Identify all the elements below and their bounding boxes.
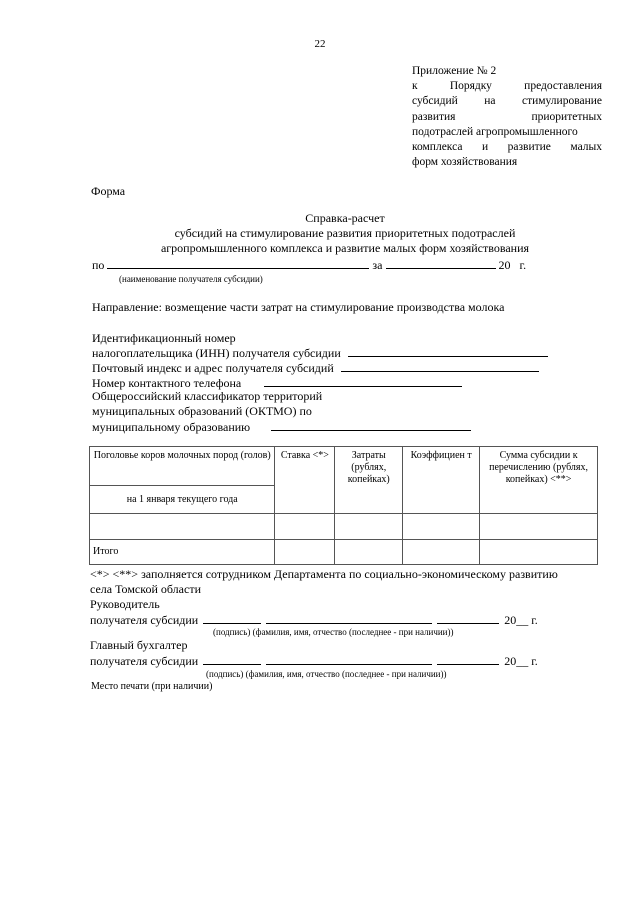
appendix-title: Приложение № 2 <box>412 65 497 77</box>
accountant-sign-hint: (подпись) (фамилия, имя, отчество (последнее - при наличии)) <box>206 669 447 679</box>
table-cell[interactable] <box>335 514 403 540</box>
appendix-line: субсидий на стимулирование <box>412 95 602 108</box>
table-cell[interactable] <box>275 514 335 540</box>
appendix-block <box>412 64 602 170</box>
footnote-line1: <*> <**> заполняется сотрудником Департамента по социально-экономическому развитию <box>90 567 558 581</box>
appendix-line: развития приоритетных <box>412 110 602 123</box>
inn-field[interactable] <box>348 345 548 357</box>
year-suffix: г. <box>519 258 527 272</box>
doc-subtitle-line1: субсидий на стимулирование развития приоритетных подотраслей <box>174 226 516 240</box>
year-label: 20 <box>498 258 511 272</box>
calculation-table <box>89 446 598 565</box>
oktmo-label-line2: муниципальных образований (ОКТМО) по <box>92 404 312 418</box>
table-total-label: Итого <box>90 540 275 565</box>
inn-row <box>92 345 548 361</box>
oktmo-label-line3: муниципальному образованию <box>92 420 251 434</box>
table-header-cell: на 1 января текущего года <box>90 486 275 514</box>
head-title: Руководитель <box>90 597 160 611</box>
head-name-field[interactable] <box>266 612 432 624</box>
table-row <box>90 514 598 540</box>
oktmo-row <box>92 419 471 435</box>
inn-label-line2: налогоплательщика (ИНН) получателя субсидии <box>92 346 341 360</box>
appendix-line: комплекса и развитие малых <box>412 141 602 154</box>
table-header-cell: Коэффициен т <box>403 447 480 514</box>
recipient-name-field[interactable] <box>107 257 369 269</box>
accountant-sign-row <box>90 653 538 669</box>
doc-subtitle-line2: агропромышленного комплекса и развитие малых форм хозяйствования <box>160 241 530 255</box>
table-cell[interactable] <box>403 540 480 565</box>
form-label: Форма <box>91 184 126 198</box>
accountant-date-field[interactable] <box>437 653 499 665</box>
period-field[interactable] <box>386 257 496 269</box>
appendix-line: к Порядку предоставления <box>412 80 602 93</box>
accountant-sign-label: получателя субсидии <box>90 654 199 668</box>
phone-label: Номер контактного телефона <box>92 376 242 390</box>
recipient-za-label: за <box>372 258 383 272</box>
page-number: 22 <box>314 38 326 50</box>
oktmo-label-line1: Общероссийский классификатор территорий <box>92 389 323 403</box>
recipient-hint: (наименование получателя субсидии) <box>119 274 263 284</box>
table-cell[interactable] <box>480 540 598 565</box>
table-cell[interactable] <box>403 514 480 540</box>
postal-row <box>92 360 539 376</box>
table-header-cell: Поголовье коров молочных пород (голов) <box>90 447 275 486</box>
appendix-line: форм хозяйствования <box>412 156 518 169</box>
table-cell[interactable] <box>335 540 403 565</box>
postal-label: Почтовый индекс и адрес получателя субсидий <box>92 361 334 375</box>
table-cell[interactable] <box>275 540 335 565</box>
table-header-row <box>90 447 598 486</box>
head-sign-hint: (подпись) (фамилия, имя, отчество (последнее - при наличии)) <box>213 627 454 637</box>
accountant-signature-field[interactable] <box>203 653 261 665</box>
head-year: 20__ г. <box>504 613 538 627</box>
recipient-po-label: по <box>92 258 105 272</box>
footnote-line2: села Томской области <box>90 582 201 596</box>
accountant-year: 20__ г. <box>504 654 538 668</box>
table-total-row <box>90 540 598 565</box>
doc-title: Справка-расчет <box>305 211 385 225</box>
accountant-name-field[interactable] <box>266 653 432 665</box>
head-sign-row <box>90 612 538 628</box>
table-cell[interactable] <box>90 514 275 540</box>
stamp-note: Место печати (при наличии) <box>91 681 213 692</box>
table-header-cell: Ставка <*> <box>275 447 335 514</box>
table-header-cell: Сумма субсидии к перечислению (рублях, копейках) <**> <box>480 447 598 514</box>
head-date-field[interactable] <box>437 612 499 624</box>
phone-field[interactable] <box>264 375 462 387</box>
table-cell[interactable] <box>480 514 598 540</box>
head-signature-field[interactable] <box>203 612 261 624</box>
recipient-line <box>92 257 526 273</box>
inn-label-line1: Идентификационный номер <box>92 331 236 345</box>
head-sign-label: получателя субсидии <box>90 613 199 627</box>
oktmo-field[interactable] <box>271 419 471 431</box>
direction-text: Направление: возмещение части затрат на стимулирование производства молока <box>92 300 505 314</box>
postal-field[interactable] <box>341 360 539 372</box>
accountant-title: Главный бухгалтер <box>90 638 188 652</box>
table-header-cell: Затраты (рублях, копейках) <box>335 447 403 514</box>
appendix-line: подотраслей агропромышленного <box>412 125 578 138</box>
